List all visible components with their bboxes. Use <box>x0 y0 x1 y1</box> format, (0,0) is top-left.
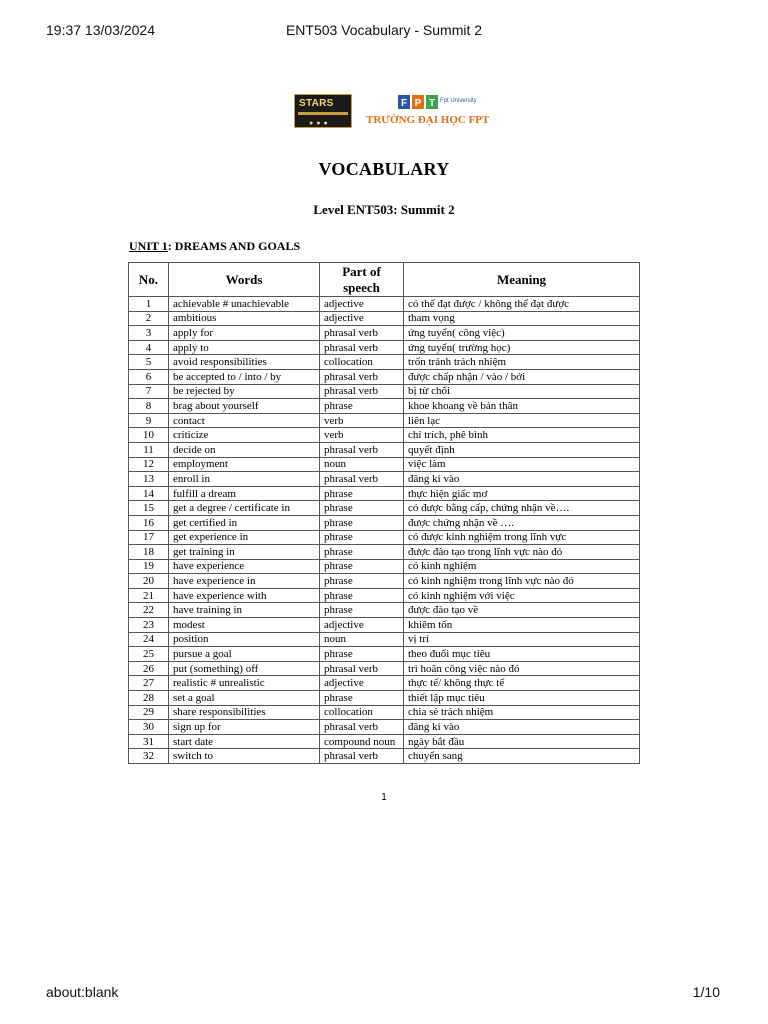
row-meaning: thực tế/ không thực tế <box>404 676 640 691</box>
row-part-of-speech: collocation <box>320 705 404 720</box>
row-number: 3 <box>129 326 169 341</box>
row-meaning: có được kinh nghiệm trong lĩnh vực <box>404 530 640 545</box>
row-number: 13 <box>129 472 169 487</box>
row-word: have training in <box>169 603 320 618</box>
print-header <box>0 22 768 42</box>
table-row <box>129 486 640 501</box>
row-word: switch to <box>169 749 320 764</box>
table-row <box>129 340 640 355</box>
row-part-of-speech: phrasal verb <box>320 442 404 457</box>
row-part-of-speech: adjective <box>320 618 404 633</box>
row-number: 31 <box>129 734 169 749</box>
row-part-of-speech: phrasal verb <box>320 326 404 341</box>
row-part-of-speech: collocation <box>320 355 404 370</box>
row-number: 22 <box>129 603 169 618</box>
header-part-of-speech: Part of speech <box>320 263 404 297</box>
row-number: 7 <box>129 384 169 399</box>
row-meaning: ngày bắt đầu <box>404 734 640 749</box>
row-word: get experience in <box>169 530 320 545</box>
row-number: 23 <box>129 618 169 633</box>
row-meaning: chuyển sang <box>404 749 640 764</box>
vocabulary-table <box>128 262 640 764</box>
row-word: criticize <box>169 428 320 443</box>
row-part-of-speech: phrasal verb <box>320 384 404 399</box>
row-meaning: việc làm <box>404 457 640 472</box>
row-part-of-speech: adjective <box>320 676 404 691</box>
vocabulary-table-header <box>129 263 640 297</box>
row-word: share responsibilities <box>169 705 320 720</box>
fpt-logo-name: TRƯỜNG ĐẠI HỌC FPT <box>366 114 490 126</box>
document-title: VOCABULARY <box>318 159 450 179</box>
row-meaning: thực hiện giấc mơ <box>404 486 640 501</box>
table-row <box>129 559 640 574</box>
print-page-counter: 1/10 <box>692 984 720 1000</box>
row-meaning: theo đuổi mục tiêu <box>404 647 640 662</box>
row-meaning: trốn tránh trách nhiệm <box>404 355 640 370</box>
row-number: 29 <box>129 705 169 720</box>
row-number: 14 <box>129 486 169 501</box>
row-meaning: vị trí <box>404 632 640 647</box>
row-number: 16 <box>129 515 169 530</box>
row-number: 11 <box>129 442 169 457</box>
table-row <box>129 472 640 487</box>
row-number: 19 <box>129 559 169 574</box>
row-word: sign up for <box>169 720 320 735</box>
row-number: 2 <box>129 311 169 326</box>
table-row <box>129 326 640 341</box>
row-number: 18 <box>129 545 169 560</box>
table-row <box>129 705 640 720</box>
header-words: Words <box>169 263 320 297</box>
table-row <box>129 676 640 691</box>
row-part-of-speech: phrasal verb <box>320 720 404 735</box>
row-word: have experience with <box>169 588 320 603</box>
row-word: pursue a goal <box>169 647 320 662</box>
table-row <box>129 661 640 676</box>
header-meaning: Meaning <box>404 263 640 297</box>
row-part-of-speech: phrase <box>320 691 404 706</box>
table-row <box>129 428 640 443</box>
row-number: 1 <box>129 297 169 312</box>
header-logos <box>294 94 506 130</box>
table-row <box>129 603 640 618</box>
row-word: brag about yourself <box>169 399 320 414</box>
row-part-of-speech: phrase <box>320 545 404 560</box>
row-meaning: thiết lập mục tiêu <box>404 691 640 706</box>
row-word: realistic # unrealistic <box>169 676 320 691</box>
row-word: position <box>169 632 320 647</box>
row-word: modest <box>169 618 320 633</box>
row-part-of-speech: phrase <box>320 515 404 530</box>
print-datetime: 19:37 13/03/2024 <box>46 22 155 38</box>
row-part-of-speech: adjective <box>320 311 404 326</box>
row-part-of-speech: noun <box>320 457 404 472</box>
row-word: have experience in <box>169 574 320 589</box>
row-part-of-speech: compound noun <box>320 734 404 749</box>
row-part-of-speech: verb <box>320 428 404 443</box>
row-number: 6 <box>129 369 169 384</box>
row-meaning: ứng tuyển( trường học) <box>404 340 640 355</box>
row-meaning: có kinh nghiệm với việc <box>404 588 640 603</box>
svg-text:P: P <box>414 98 422 109</box>
row-meaning: khiêm tốn <box>404 618 640 633</box>
row-part-of-speech: phrasal verb <box>320 340 404 355</box>
row-part-of-speech: phrase <box>320 530 404 545</box>
row-part-of-speech: phrase <box>320 559 404 574</box>
row-number: 17 <box>129 530 169 545</box>
row-number: 9 <box>129 413 169 428</box>
row-meaning: chỉ trích, phê bình <box>404 428 640 443</box>
row-meaning: đăng kí vào <box>404 720 640 735</box>
row-meaning: có thể đạt được / không thể đạt được <box>404 297 640 312</box>
row-word: avoid responsibilities <box>169 355 320 370</box>
fpt-logo-subtext: Fpt University <box>440 98 477 104</box>
row-word: achievable # unachievable <box>169 297 320 312</box>
table-row <box>129 588 640 603</box>
row-meaning: trì hoãn công việc nào đó <box>404 661 640 676</box>
row-meaning: được đào tạo trong lĩnh vực nào đó <box>404 545 640 560</box>
row-word: get training in <box>169 545 320 560</box>
document-subtitle: Level ENT503: Summit 2 <box>313 202 455 217</box>
row-word: set a goal <box>169 691 320 706</box>
svg-text:F: F <box>400 98 408 109</box>
table-row <box>129 369 640 384</box>
row-number: 4 <box>129 340 169 355</box>
row-part-of-speech: phrasal verb <box>320 472 404 487</box>
row-number: 8 <box>129 399 169 414</box>
table-row <box>129 545 640 560</box>
unit-heading <box>129 239 300 254</box>
table-row <box>129 647 640 662</box>
row-word: decide on <box>169 442 320 457</box>
vocabulary-table-body <box>129 297 640 764</box>
row-number: 32 <box>129 749 169 764</box>
print-url: about:blank <box>46 984 119 1000</box>
table-row <box>129 574 640 589</box>
row-part-of-speech: verb <box>320 413 404 428</box>
table-row <box>129 297 640 312</box>
row-number: 30 <box>129 720 169 735</box>
table-row <box>129 734 640 749</box>
row-meaning: có kinh nghiệm trong lĩnh vực nào đó <box>404 574 640 589</box>
row-meaning: bị từ chối <box>404 384 640 399</box>
row-part-of-speech: phrasal verb <box>320 749 404 764</box>
table-row <box>129 515 640 530</box>
row-word: apply for <box>169 326 320 341</box>
row-meaning: tham vọng <box>404 311 640 326</box>
row-part-of-speech: phrase <box>320 603 404 618</box>
unit-title: : DREAMS AND GOALS <box>167 239 301 253</box>
table-row <box>129 691 640 706</box>
row-part-of-speech: phrase <box>320 574 404 589</box>
row-part-of-speech: phrasal verb <box>320 369 404 384</box>
row-part-of-speech: noun <box>320 632 404 647</box>
row-word: ambitious <box>169 311 320 326</box>
table-row <box>129 501 640 516</box>
table-row <box>129 618 640 633</box>
row-word: apply to <box>169 340 320 355</box>
row-word: contact <box>169 413 320 428</box>
row-number: 21 <box>129 588 169 603</box>
stars-logo-bar <box>298 112 348 115</box>
row-part-of-speech: phrase <box>320 501 404 516</box>
table-row <box>129 720 640 735</box>
row-word: employment <box>169 457 320 472</box>
row-part-of-speech: adjective <box>320 297 404 312</box>
row-part-of-speech: phrasal verb <box>320 661 404 676</box>
print-doc-title: ENT503 Vocabulary - Summit 2 <box>285 22 483 38</box>
row-word: fulfill a dream <box>169 486 320 501</box>
table-row <box>129 413 640 428</box>
row-word: enroll in <box>169 472 320 487</box>
row-meaning: liên lạc <box>404 413 640 428</box>
row-part-of-speech: phrase <box>320 399 404 414</box>
row-number: 26 <box>129 661 169 676</box>
print-footer <box>0 984 768 1004</box>
row-number: 25 <box>129 647 169 662</box>
unit-label: UNIT 1 <box>129 239 168 253</box>
table-row <box>129 399 640 414</box>
row-number: 10 <box>129 428 169 443</box>
table-row <box>129 530 640 545</box>
row-word: put (something) off <box>169 661 320 676</box>
row-meaning: khoe khoang về bản thân <box>404 399 640 414</box>
stars-logo <box>294 94 352 128</box>
header-no: No. <box>129 263 169 297</box>
row-number: 20 <box>129 574 169 589</box>
row-part-of-speech: phrase <box>320 588 404 603</box>
row-number: 15 <box>129 501 169 516</box>
header-row <box>129 263 640 297</box>
row-word: have experience <box>169 559 320 574</box>
table-row <box>129 749 640 764</box>
table-row <box>129 442 640 457</box>
row-meaning: được chấp nhận / vào / bởi <box>404 369 640 384</box>
row-number: 24 <box>129 632 169 647</box>
row-number: 28 <box>129 691 169 706</box>
row-meaning: được chứng nhận về …. <box>404 515 640 530</box>
stars-logo-dots: ●●● <box>309 119 331 127</box>
row-meaning: quyết định <box>404 442 640 457</box>
table-row <box>129 632 640 647</box>
table-row <box>129 457 640 472</box>
row-number: 12 <box>129 457 169 472</box>
row-number: 27 <box>129 676 169 691</box>
table-row <box>129 384 640 399</box>
row-word: be accepted to / into / by <box>169 369 320 384</box>
row-meaning: được đào tạo về <box>404 603 640 618</box>
table-row <box>129 311 640 326</box>
row-meaning: có kinh nghiệm <box>404 559 640 574</box>
row-word: get certified in <box>169 515 320 530</box>
row-number: 5 <box>129 355 169 370</box>
row-word: start date <box>169 734 320 749</box>
stars-logo-text: STARS <box>299 98 334 109</box>
row-word: get a degree / certificate in <box>169 501 320 516</box>
row-meaning: có được bằng cấp, chứng nhận về…. <box>404 501 640 516</box>
table-row <box>129 355 640 370</box>
row-meaning: ứng tuyển( công việc) <box>404 326 640 341</box>
row-part-of-speech: phrase <box>320 647 404 662</box>
row-part-of-speech: phrase <box>320 486 404 501</box>
svg-text:T: T <box>428 98 436 109</box>
row-meaning: chia sẻ trách nhiệm <box>404 705 640 720</box>
row-meaning: đăng kí vào <box>404 472 640 487</box>
fpt-logo-icon <box>398 94 438 110</box>
page-number: 1 <box>381 792 387 803</box>
row-word: be rejected by <box>169 384 320 399</box>
